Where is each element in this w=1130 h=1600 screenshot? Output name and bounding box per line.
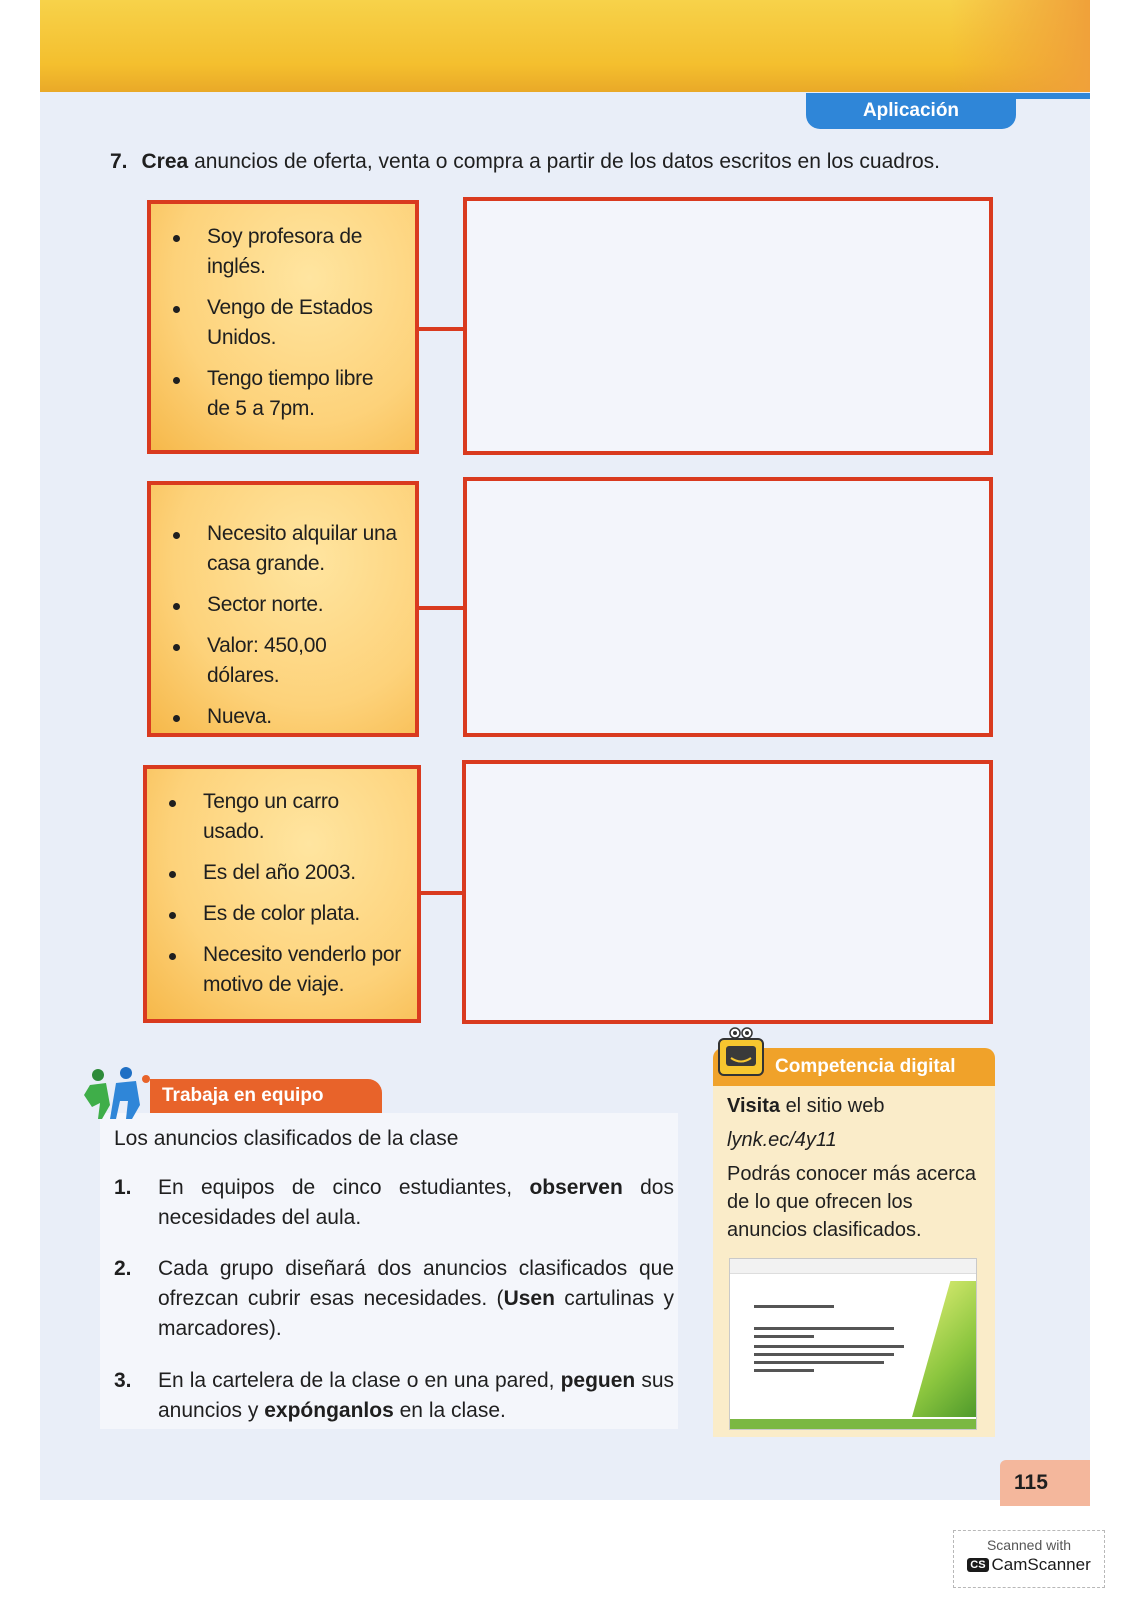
step-text: En equipos de cinco estudiantes, observen dos necesidades del aula. xyxy=(158,1176,674,1229)
list-item: Es del año 2003. xyxy=(165,858,401,888)
preview-text-line xyxy=(754,1345,904,1348)
teamwork-step-3 xyxy=(114,1366,674,1426)
camscanner-logo-icon: CS xyxy=(967,1558,988,1572)
list-item: Sector norte. xyxy=(169,590,399,620)
exercise-instruction xyxy=(110,150,940,174)
data-list-1 xyxy=(169,222,399,424)
team-people-icon xyxy=(80,1065,160,1121)
step-text: En la cartelera de la clase o en una pared, peguen sus anuncios y expónganlos en la clase. xyxy=(158,1369,675,1422)
scanner-brand: CS CamScanner xyxy=(954,1555,1104,1575)
list-item: Necesito venderlo por motivo de viaje. xyxy=(165,940,401,1000)
list-item: Tengo tiempo libre de 5 a 7pm. xyxy=(169,364,399,424)
preview-text-line xyxy=(754,1353,894,1356)
list-item: Vengo de Estados Unidos. xyxy=(169,293,399,353)
step-number: 2. xyxy=(114,1257,132,1280)
connector-line-1 xyxy=(419,327,464,331)
preview-text-line xyxy=(754,1361,884,1364)
data-box-1 xyxy=(147,200,419,454)
preview-text-line xyxy=(754,1327,894,1330)
teamwork-heading: Trabaja en equipo xyxy=(150,1079,382,1113)
step-number: 1. xyxy=(114,1176,132,1199)
connector-line-3 xyxy=(421,891,463,895)
preview-green-graphic xyxy=(912,1281,976,1417)
teamwork-step-2 xyxy=(114,1254,674,1344)
list-item: Nueva. xyxy=(169,702,399,732)
answer-box-2[interactable] xyxy=(463,477,993,737)
connector-line-2 xyxy=(419,606,464,610)
digital-visit: Visita el sitio web xyxy=(727,1095,885,1117)
page-number: 115 xyxy=(1000,1460,1090,1506)
scanner-caption: Scanned with xyxy=(986,1537,1072,1553)
data-list-3 xyxy=(165,787,401,1000)
section-tab-line xyxy=(1016,93,1090,99)
camscanner-watermark xyxy=(953,1530,1105,1588)
top-decorative-band xyxy=(40,0,1090,92)
preview-footer-bar xyxy=(730,1419,976,1429)
list-item: Es de color plata. xyxy=(165,899,401,929)
preview-browser-bar xyxy=(730,1259,976,1274)
exercise-number: 7. xyxy=(110,150,128,173)
teamwork-title: Los anuncios clasificados de la clase xyxy=(114,1127,459,1150)
digital-link[interactable]: lynk.ec/4y11 xyxy=(727,1129,837,1151)
preview-text-line xyxy=(754,1335,814,1338)
section-tab: Aplicación xyxy=(806,93,1016,129)
list-item: Tengo un carro usado. xyxy=(165,787,401,847)
website-preview-image xyxy=(729,1258,977,1430)
data-list-2 xyxy=(169,519,399,732)
exercise-verb: Crea xyxy=(141,150,189,173)
answer-box-1[interactable] xyxy=(463,197,993,455)
list-item: Soy profesora de inglés. xyxy=(169,222,399,282)
data-box-3 xyxy=(143,765,421,1023)
step-number: 3. xyxy=(114,1369,132,1392)
preview-text-line xyxy=(754,1369,814,1372)
list-item: Valor: 450,00 dólares. xyxy=(169,631,399,691)
exercise-instruction-text: anuncios de oferta, venta o compra a partir de los datos escritos en los cuadros. xyxy=(194,150,940,173)
data-box-2 xyxy=(147,481,419,737)
digital-heading: Competencia digital xyxy=(713,1048,995,1086)
computer-mascot-icon xyxy=(713,1025,771,1083)
list-item: Necesito alquilar una casa grande. xyxy=(169,519,399,579)
step-text: Cada grupo diseñará dos anuncios clasificados que ofrezcan cubrir esas necesidades. (Usen cartulinas y marcadores). xyxy=(158,1257,675,1340)
teamwork-step-1 xyxy=(114,1173,674,1233)
digital-description: Podrás conocer más acerca de lo que ofrecen los anuncios clasificados. xyxy=(727,1163,977,1241)
answer-box-3[interactable] xyxy=(462,760,993,1024)
preview-text-line xyxy=(754,1305,834,1308)
